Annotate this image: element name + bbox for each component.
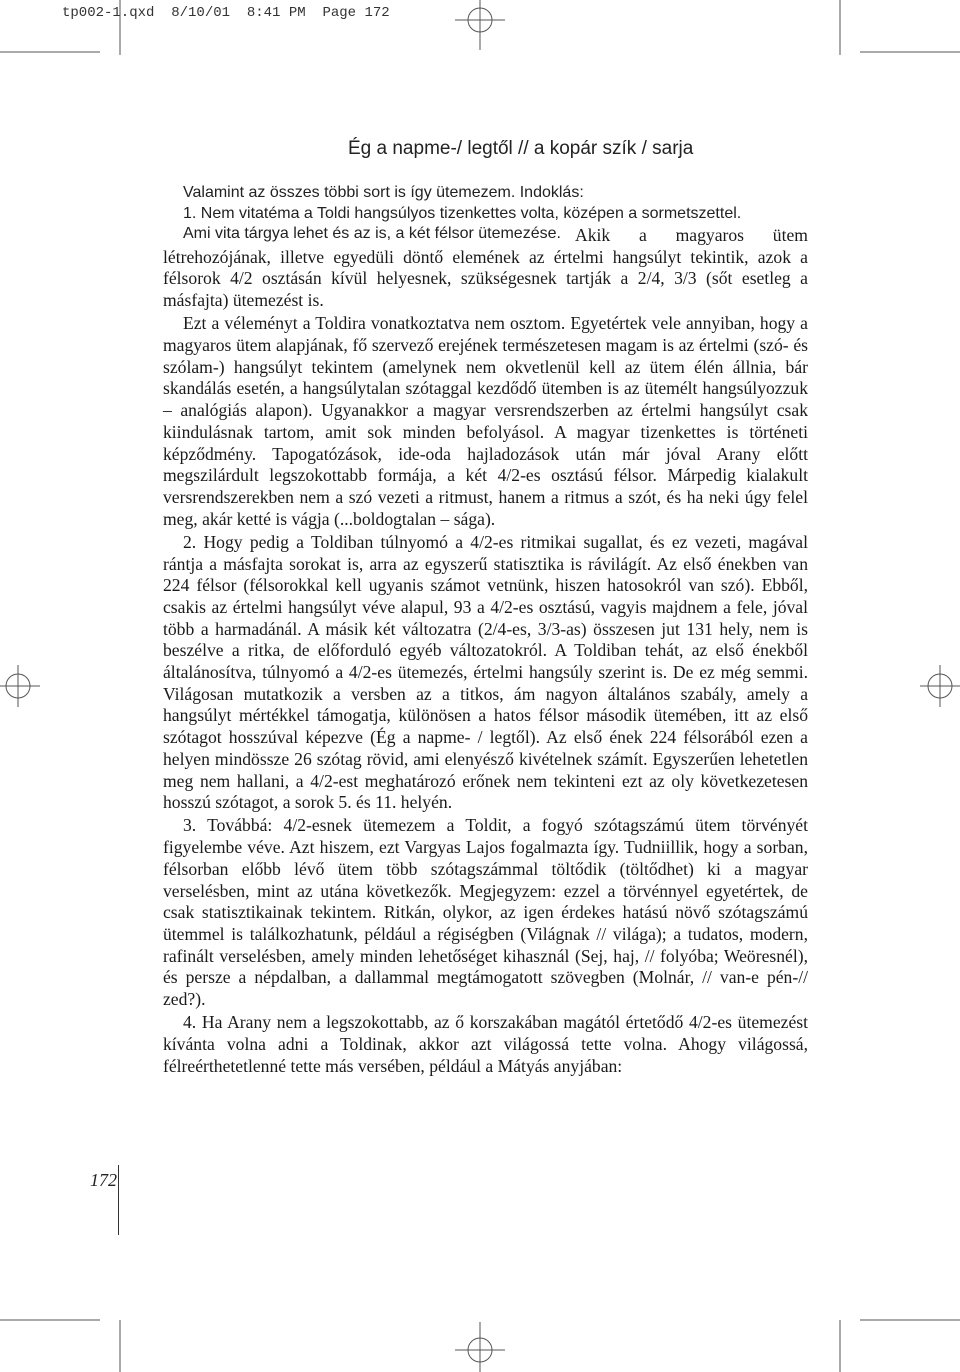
- page-number: 172: [90, 1170, 117, 1190]
- body-text: [163, 225, 808, 1079]
- intro-line: Ami vita tárgya lehet és az is, a két félsor ütemezése.: [183, 225, 561, 242]
- intro-line: 1. Nem vitatéma a Toldi hangsúlyos tizenkettes volta, középen a sormetszettel.: [183, 204, 742, 222]
- paragraph: Ezt a véleményt a Toldira vonatkoztatva nem osztom. Egyetértek vele annyiban, hogy a magyaros ütem alapjának, fő szervező erejének természetesen magam is az értelmi (szó- és szólam-) hangsúlyt tekintem (amelynek nem okvetlenül kell az ütem élén állnia, bár skandálás esetén, a hangsúlytalan szótaggal kezdődő ütemben is az ütemélt hangsúlyozzuk – analógiás alapon). Ugyanakkor a magyar versrendszerben az értelmi hangsúlyt csak kiindulásnak tartom, amit sok minden befolyásol. A magyar tizenkettes is történeti képződmény. Tapogatózások, ide-oda hajladozások után már jóval Arany előtt megszilárdult legszokottabb formája, a két 4/2-es osztású félsor. Márpedig kialakult versrendszerekben nem a szó vezeti a ritmust, hanem a ritmus a szót, és ha neki úgy felel meg, akár ketté is vágja (...boldogtalan – sága).: [163, 313, 808, 529]
- registration-mark-bottom-icon: [455, 1322, 505, 1372]
- paragraph: 4. Ha Arany nem a legszokottabb, az ő korszakában magától értetődő 4/2-es ütemezést kívánta volna adni a Toldinak, akkor azt világossá tette volna. Ahogy világossá, félreérthetetlenné tette más versében, például a Mátyás anyjában:: [163, 1012, 808, 1076]
- paragraph: Akik a magyaros ütem létrehozójának, illetve egyedüli döntő elemének az értelmi hangsúlyt tekintik, azok a félsorok 4/2 osztásán kívül helyesnek, szükségesnek tartják a 2/4, 3/3 (sőt esetleg a másfajta) ütemezést is.: [163, 225, 808, 311]
- registration-mark-left-icon: [0, 665, 40, 707]
- registration-mark-top-icon: [455, 0, 505, 50]
- page-number-rule: [118, 1165, 119, 1235]
- print-slug-line: tp002-1.qxd 8/10/01 8:41 PM Page 172: [62, 5, 390, 21]
- intro-line: Valamint az összes többi sort is így ütemezem. Indoklás:: [183, 184, 584, 201]
- registration-mark-right-icon: [920, 665, 960, 707]
- paragraph: 2. Hogy pedig a Toldiban túlnyomó a 4/2-es ritmikai sugallat, és ez vezeti, magával rántja a másfajta sorokat is, arra az egyszerű statisztika is rávilágít. Az első énekben van 224 félsor (félsorokkal kell ugyanis számot vetnünk, hiszen hatosokról van szó). Ebből, csakis az értelmi hangsúlyt véve alapul, 93 a 4/2-es osztású, vagyis majdnem a fele, jóval több a harmadánál. A másik két változatra (2/4-es, 3/3-as) összesen jut 131 hely, nem is beszélve a ritka, de előforduló egyéb változatokról. A Toldiban tehát, az első énekből általánosítva, túlnyomó a 4/2-es ütemezés, értelmi hangsúly szerint is. De ez még semmi. Világosan mutatkozik a versben az a titkos, ám nagyon általános szabály, amely a hangsúlyt mértékkel támogatja, különösen a hatos félsor második ütemében, itt az első szótagot hosszúval képezve (Ég a napme- / legtől). Az első ének 224 félsorából ezen a helyen mindössze 26 szótag rövid, ami elenyésző kivételnek számít. Egyszerűen lehetetlen meg nem hallani, a 4/2-est meghatározó erőnek nem tekinteni ezt az oly következetesen hosszú szótagot, a sorok 5. és 11. helyén.: [163, 531, 808, 813]
- epigraph-line: Ég a napme-/ legtől // a kopár szík / sarja: [348, 138, 694, 159]
- paragraph: 3. Továbbá: 4/2-esnek ütemezem a Toldit, a fogyó szótagszámú ütem törvényét figyelembe véve. Azt hiszem, ezt Vargyas Lajos fogalmazta így. Tudniillik, hogy a sorban, félsorban előbb lévő ütem több szótagszámmal töltődik (töltődhet) ki a magyar verselésben, mint az utána következők. Megjegyzem: ezzel a törvénnyel egyetértek, de csak statisztikainak tekintem. Ritkán, olykor, az igen érdekes hatású növő szótagszámú ütemmel is találkozhatunk, például a régiségben (Világnak // világa); a tudatos, modern, rafinált verselésben, amely minden lehetőséget kihasznál (Sej, haj, // folyóba; Weöresnél), és persze a népdalban, a dallammal megtámogatott szövegben (Molnár, // van-e pén-// zed?).: [163, 815, 808, 1010]
